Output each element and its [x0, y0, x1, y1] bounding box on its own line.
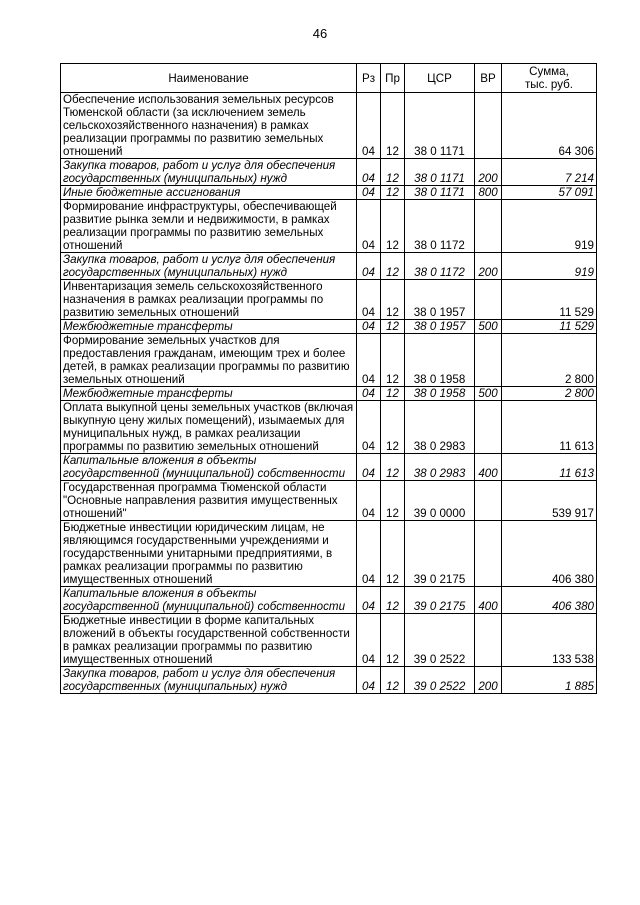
row-csr: 38 0 1172: [405, 200, 475, 253]
row-sum: 406 380: [502, 521, 597, 587]
table-row: [61, 481, 597, 521]
row-name: Обеспечение использования земельных ресурсов Тюменской области (за исключением земель сельскохозяйственного назначения) в рамках реализации программы по развитию земельных отношений: [61, 93, 357, 159]
row-name: Капитальные вложения в объекты государственной (муниципальной) собственности: [61, 454, 357, 481]
header-name: Наименование: [61, 64, 357, 93]
row-csr: 38 0 1171: [405, 159, 475, 186]
row-pr: 12: [381, 280, 405, 320]
row-pr: 12: [381, 320, 405, 334]
row-sum: 2 800: [502, 334, 597, 387]
row-rz: 04: [357, 667, 381, 694]
row-vr: 500: [475, 387, 502, 401]
budget-table: [60, 63, 597, 694]
row-rz: 04: [357, 401, 381, 454]
row-name: Формирование земельных участков для предоставления гражданам, имеющим трех и более детей, в рамках реализации программы по развитию земельных отношений: [61, 334, 357, 387]
row-vr: 400: [475, 454, 502, 481]
table-row: [61, 200, 597, 253]
row-sum: 11 613: [502, 454, 597, 481]
row-name: Межбюджетные трансферты: [61, 320, 357, 334]
row-csr: 38 0 2983: [405, 454, 475, 481]
row-name: Капитальные вложения в объекты государственной (муниципальной) собственности: [61, 587, 357, 614]
header-pr: Пр: [381, 64, 405, 93]
row-rz: 04: [357, 587, 381, 614]
row-csr: 38 0 1171: [405, 186, 475, 200]
row-vr: 500: [475, 320, 502, 334]
header-sum: [502, 64, 597, 93]
header-row: [61, 64, 597, 93]
row-sum: 919: [502, 253, 597, 280]
header-vr: ВР: [475, 64, 502, 93]
row-csr: 38 0 1957: [405, 280, 475, 320]
row-vr: 200: [475, 159, 502, 186]
row-csr: 39 0 2522: [405, 667, 475, 694]
row-pr: 12: [381, 667, 405, 694]
row-csr: 38 0 1957: [405, 320, 475, 334]
row-rz: 04: [357, 200, 381, 253]
row-pr: 12: [381, 334, 405, 387]
row-rz: 04: [357, 334, 381, 387]
row-pr: 12: [381, 387, 405, 401]
row-rz: 04: [357, 481, 381, 521]
header-sum-line2: тыс. руб.: [525, 78, 573, 91]
row-sum: 11 613: [502, 401, 597, 454]
row-rz: 04: [357, 454, 381, 481]
row-rz: 04: [357, 159, 381, 186]
row-name: Государственная программа Тюменской области "Основные направления развития имущественных отношений": [61, 481, 357, 521]
row-sum: 11 529: [502, 320, 597, 334]
row-vr: 400: [475, 587, 502, 614]
row-pr: 12: [381, 159, 405, 186]
table-row: [61, 387, 597, 401]
table-row: [61, 159, 597, 186]
row-sum: 64 306: [502, 93, 597, 159]
row-csr: 38 0 2983: [405, 401, 475, 454]
row-csr: 39 0 2175: [405, 521, 475, 587]
table-row: [61, 93, 597, 159]
row-sum: 57 091: [502, 186, 597, 200]
row-rz: 04: [357, 614, 381, 667]
table-row: [61, 614, 597, 667]
row-sum: 11 529: [502, 280, 597, 320]
row-csr: 38 0 1958: [405, 334, 475, 387]
row-pr: 12: [381, 93, 405, 159]
row-pr: 12: [381, 401, 405, 454]
row-rz: 04: [357, 320, 381, 334]
row-pr: 12: [381, 186, 405, 200]
row-vr: [475, 334, 502, 387]
row-name: Инвентаризация земель сельскохозяйственного назначения в рамках реализации программы по развитию земельных отношений: [61, 280, 357, 320]
row-vr: 200: [475, 667, 502, 694]
row-sum: 7 214: [502, 159, 597, 186]
row-rz: 04: [357, 253, 381, 280]
row-sum: 539 917: [502, 481, 597, 521]
row-name: Закупка товаров, работ и услуг для обеспечения государственных (муниципальных) нужд: [61, 159, 357, 186]
row-pr: 12: [381, 481, 405, 521]
row-vr: 200: [475, 253, 502, 280]
row-vr: [475, 614, 502, 667]
table-row: [61, 401, 597, 454]
row-pr: 12: [381, 587, 405, 614]
row-name: Иные бюджетные ассигнования: [61, 186, 357, 200]
table-row: [61, 320, 597, 334]
row-sum: 133 538: [502, 614, 597, 667]
row-csr: 39 0 2175: [405, 587, 475, 614]
row-sum: 1 885: [502, 667, 597, 694]
row-rz: 04: [357, 280, 381, 320]
table-row: [61, 521, 597, 587]
table-row: [61, 186, 597, 200]
row-name: Закупка товаров, работ и услуг для обеспечения государственных (муниципальных) нужд: [61, 253, 357, 280]
row-name: Бюджетные инвестиции юридическим лицам, не являющимся государственными учреждениями и государственными унитарными предприятиями, в рамках реализации программы по развитию имущественных отношений: [61, 521, 357, 587]
header-sum-line1: Сумма,: [529, 65, 569, 78]
row-name: Бюджетные инвестиции в форме капитальных вложений в объекты государственной собственности в рамках реализации программы по развитию имущественных отношений: [61, 614, 357, 667]
row-vr: 800: [475, 186, 502, 200]
row-rz: 04: [357, 521, 381, 587]
row-name: Межбюджетные трансферты: [61, 387, 357, 401]
row-vr: [475, 481, 502, 521]
header-rz: Рз: [357, 64, 381, 93]
table-row: [61, 667, 597, 694]
table-row: [61, 454, 597, 481]
row-vr: [475, 200, 502, 253]
row-vr: [475, 401, 502, 454]
table-row: [61, 587, 597, 614]
row-csr: 38 0 1171: [405, 93, 475, 159]
row-name: Оплата выкупной цены земельных участков (включая выкупную цену жилых помещений), изымаемых для муниципальных нужд, в рамках реализации программы по развитию земельных отношений: [61, 401, 357, 454]
header-csr: ЦСР: [405, 64, 475, 93]
table-row: [61, 334, 597, 387]
row-sum: 406 380: [502, 587, 597, 614]
row-pr: 12: [381, 614, 405, 667]
row-csr: 38 0 1172: [405, 253, 475, 280]
row-pr: 12: [381, 200, 405, 253]
table-row: [61, 280, 597, 320]
row-vr: [475, 93, 502, 159]
row-pr: 12: [381, 454, 405, 481]
row-rz: 04: [357, 93, 381, 159]
row-csr: 39 0 0000: [405, 481, 475, 521]
row-rz: 04: [357, 186, 381, 200]
row-vr: [475, 280, 502, 320]
row-csr: 38 0 1958: [405, 387, 475, 401]
row-pr: 12: [381, 521, 405, 587]
table-row: [61, 253, 597, 280]
row-sum: 2 800: [502, 387, 597, 401]
row-vr: [475, 521, 502, 587]
row-name: Закупка товаров, работ и услуг для обеспечения государственных (муниципальных) нужд: [61, 667, 357, 694]
row-pr: 12: [381, 253, 405, 280]
row-rz: 04: [357, 387, 381, 401]
row-name: Формирование инфраструктуры, обеспечивающей развитие рынка земли и недвижимости, в рамках реализации программы по развитию земельных отношений: [61, 200, 357, 253]
row-sum: 919: [502, 200, 597, 253]
page-number: 46: [312, 26, 328, 41]
row-csr: 39 0 2522: [405, 614, 475, 667]
